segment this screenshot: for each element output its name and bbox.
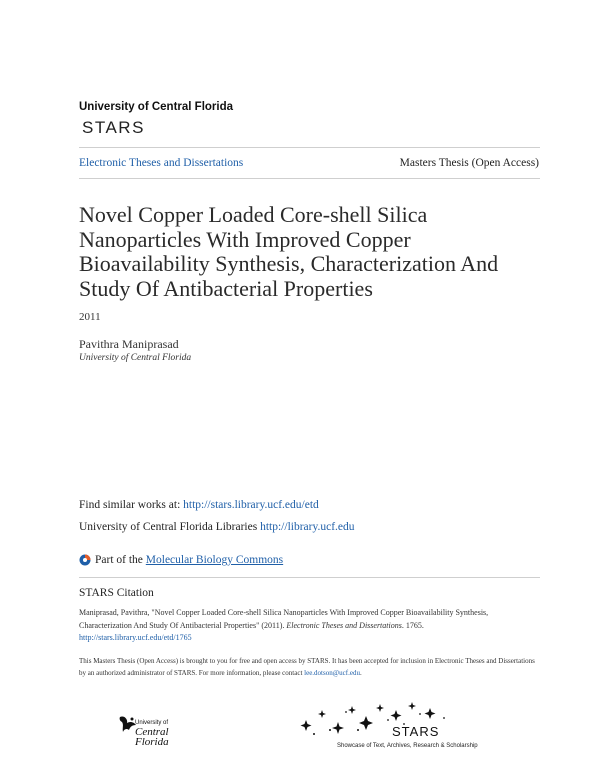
part-of-label: Part of the bbox=[95, 554, 143, 566]
citation-number: . 1765. bbox=[401, 620, 424, 630]
divider-top bbox=[79, 147, 540, 148]
stars-wordmark: STARS bbox=[82, 118, 145, 137]
divider-citation bbox=[79, 577, 540, 578]
university-name: University of Central Florida bbox=[79, 101, 234, 113]
divider-meta bbox=[79, 178, 540, 179]
collection-link[interactable]: Electronic Theses and Dissertations bbox=[79, 157, 244, 169]
paper-title: Novel Copper Loaded Core-shell Silica Nanoparticles With Improved Copper Bioavailability Synthesis, Characterization And Study Of Antibacterial Properties bbox=[79, 202, 499, 301]
thesis-type-label: Masters Thesis (Open Access) bbox=[399, 157, 539, 169]
notice-text: This Masters Thesis (Open Access) is brought to you for free and open access by STARS. It has been accepted for inclusion in Electronic Theses and Dissertations by an authorized administrator of STARS. For more information, please contact bbox=[79, 657, 535, 677]
notice-end: . bbox=[359, 669, 362, 677]
open-access-notice bbox=[79, 655, 541, 679]
citation-url[interactable]: http://stars.library.ucf.edu/etd/1765 bbox=[79, 633, 192, 642]
publication-year: 2011 bbox=[79, 311, 101, 323]
citation-text bbox=[79, 607, 541, 645]
ucf-line-2: Central bbox=[135, 726, 169, 738]
author-name: Pavithra Maniprasad bbox=[79, 337, 179, 351]
stars-logo-wordmark: STARS bbox=[392, 724, 440, 739]
similar-works-line bbox=[79, 499, 319, 511]
molecular-biology-commons-link[interactable]: Molecular Biology Commons bbox=[145, 554, 284, 566]
commons-icon bbox=[79, 554, 91, 566]
stars-tagline: Showcase of Text, Archives, Research & Scholarship bbox=[337, 743, 478, 749]
similar-works-link[interactable]: http://stars.library.ucf.edu/etd bbox=[183, 499, 319, 511]
libraries-link[interactable]: http://library.ucf.edu bbox=[260, 521, 355, 533]
citation-series: Electronic Theses and Dissertations bbox=[286, 620, 402, 630]
ucf-line-3: Florida bbox=[135, 736, 169, 748]
ucf-line-1: University of bbox=[135, 720, 169, 726]
libraries-label: University of Central Florida Libraries bbox=[79, 521, 258, 533]
ucf-wordmark bbox=[135, 720, 169, 747]
part-of-line bbox=[79, 554, 283, 566]
citation-main: Maniprasad, Pavithra, "Novel Copper Loaded Core-shell Silica Nanoparticles With Improved Copper Bioavailability Synthesis, Characterization And Study Of Antibacterial Properties" (2011). bbox=[79, 608, 489, 630]
author-affiliation: University of Central Florida bbox=[79, 353, 192, 363]
libraries-line bbox=[79, 521, 355, 533]
citation-heading: STARS Citation bbox=[79, 587, 154, 599]
contact-email-link[interactable]: lee.dotson@ucf.edu bbox=[304, 669, 360, 677]
similar-works-label: Find similar works at: bbox=[79, 499, 181, 511]
